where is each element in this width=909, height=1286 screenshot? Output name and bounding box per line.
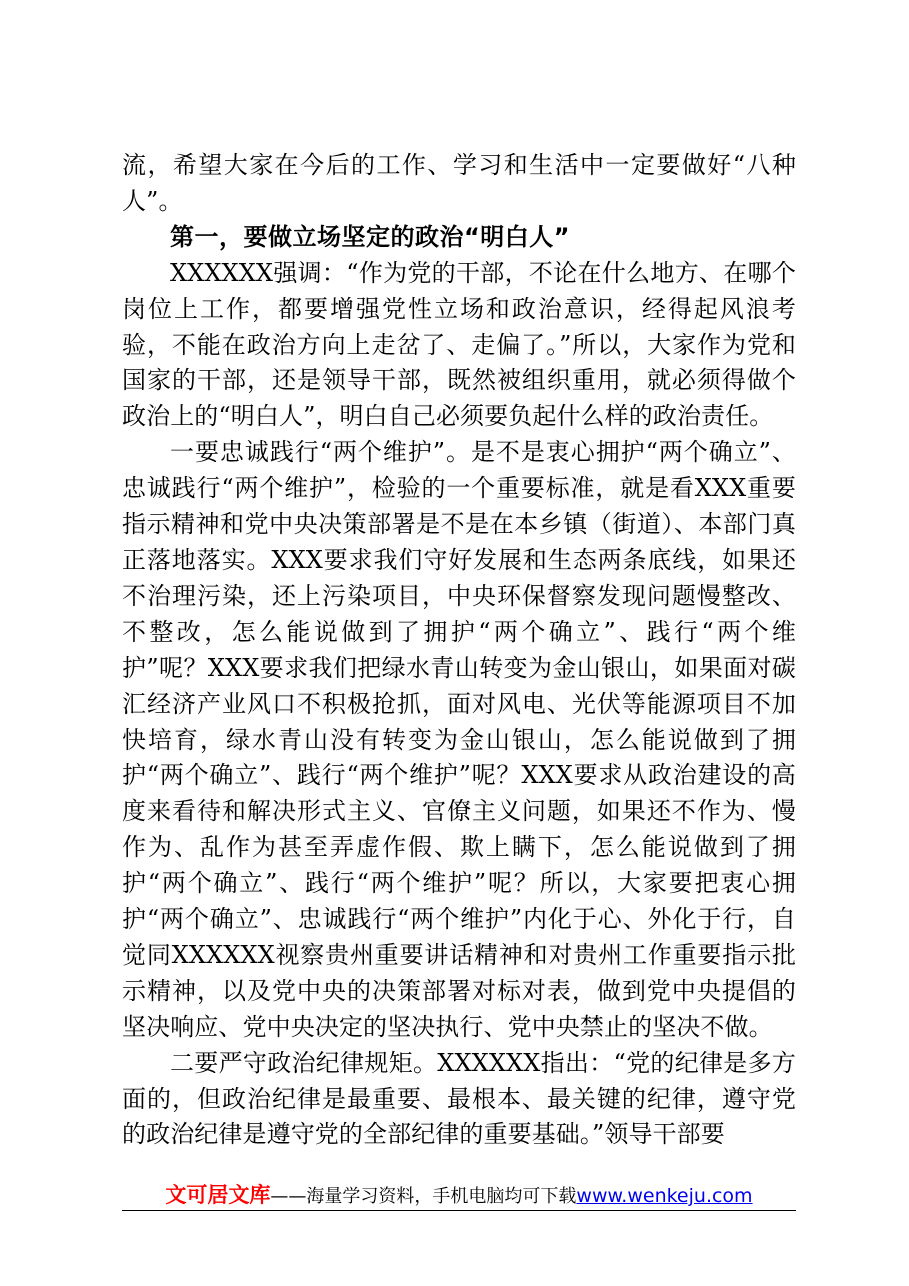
paragraph-point-one: 一要忠诚践行“两个维护”。是不是衷心拥护“两个确立”、忠诚践行“两个维护”，检验的一个重要标准，就是看XXX重要指示精神和党中央决策部署是不是在本乡镇（街道）、本部门真正落地落实。XXX要求我们守好发展和生态两条底线，如果还不治理污染，还上污染项目，中央环保督察发现问题慢整改、不整改，怎么能说做到了拥护“两个确立”、践行“两个维护”呢？XXX要求我们把绿水青山转变为金山银山，如果面对碳汇经济产业风口不积极抢抓，面对风电、光伏等能源项目不加快培育，绿水青山没有转变为金山银山，怎么能说做到了拥护“两个确立”、践行“两个维护”呢？XXX要求从政治建设的高度来看待和解决形式主义、官僚主义问题，如果还不作为、慢作为、乱作为甚至弄虚作假、欺上瞒下，怎么能说做到了拥护“两个确立”、践行“两个维护”呢？所以，大家要把衷心拥护“两个确立”、忠诚践行“两个维护”内化于心、外化于行，自觉同XXXXXX视察贵州重要讲话精神和对贵州工作重要指示批示精神，以及党中央的决策部署对标对表，做到党中央提倡的坚决响应、党中央决定的坚决执行、党中央禁止的坚决不做。 — [122, 438, 796, 1041]
paragraph-point-two: 二要严守政治纪律规矩。XXXXXX指出：“党的纪律是多方面的，但政治纪律是最重要、最根本、最关键的纪律，遵守党的政治纪律是遵守党的全部纪律的重要基础。”领导干部要 — [122, 1048, 796, 1149]
page-footer — [122, 1180, 796, 1212]
footer-brand: 文可居文库 — [165, 1183, 271, 1207]
paragraph-continuation: 流，希望大家在今后的工作、学习和生活中一定要做好“八种人”。 — [122, 151, 796, 215]
section-heading: 第一，要做立场坚定的政治“明白人” — [170, 222, 571, 251]
footer-link[interactable]: www.wenkeju.com — [576, 1185, 753, 1207]
document-body — [122, 148, 796, 1153]
footer-slogan: ——海量学习资料，手机电脑均可下载 — [270, 1186, 577, 1207]
footer-divider — [122, 1210, 796, 1211]
paragraph-intro: XXXXXX强调：“作为党的干部，不论在什么地方、在哪个岗位上工作，都要增强党性立场和政治意识，经得起风浪考验，不能在政治方向上走岔了、走偏了。”所以，大家作为党和国家的干部，还是领导干部，既然被组织重用，就必须得做个政治上的“明白人”，明白自己必须要负起什么样的政治责任。 — [122, 258, 796, 431]
